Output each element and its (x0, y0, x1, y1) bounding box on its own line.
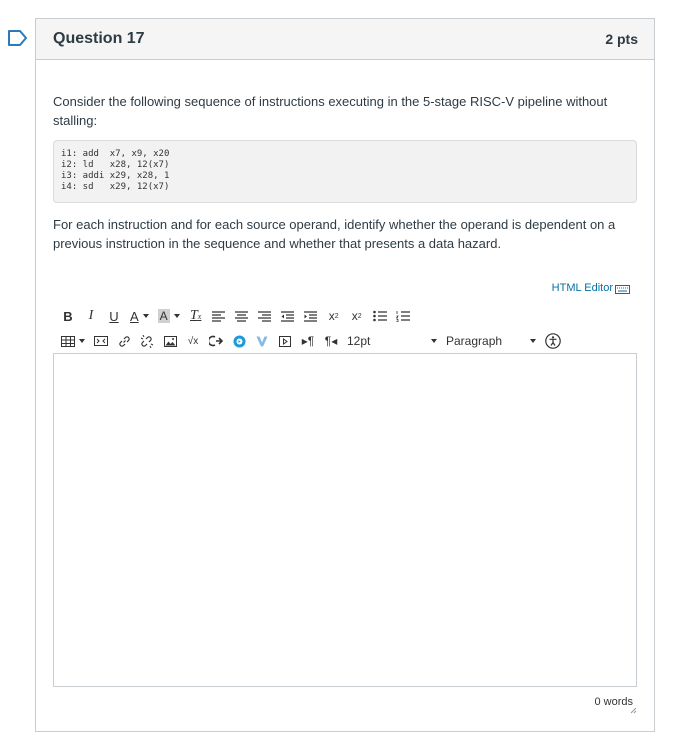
rtl-icon[interactable]: ¶◂ (324, 334, 338, 348)
font-size-value: 12pt (347, 334, 371, 348)
rich-text-editor[interactable] (53, 353, 637, 687)
text-color-icon[interactable]: A (130, 307, 149, 325)
bookmark-flag-icon[interactable] (7, 29, 29, 47)
keyboard-icon[interactable] (615, 283, 630, 294)
html-editor-link[interactable] (552, 282, 630, 294)
editor-toolbar-row-1 (61, 306, 419, 326)
link-icon[interactable] (117, 332, 131, 350)
bullet-list-icon[interactable] (373, 307, 387, 325)
clear-formatting-icon[interactable]: T x (190, 308, 202, 323)
question-header (36, 19, 654, 60)
word-count: 0 words (594, 696, 633, 708)
media-icon[interactable] (94, 332, 108, 350)
html-editor-label[interactable]: HTML Editor (551, 282, 613, 294)
table-icon[interactable] (61, 332, 85, 350)
outdent-icon[interactable] (281, 307, 295, 325)
code-line: i4: sd x29, 12(x7) (61, 182, 170, 192)
chevron-down-icon (431, 339, 437, 343)
numbered-list-icon[interactable] (396, 307, 410, 325)
question-points: 2 pts (605, 31, 638, 47)
bold-icon[interactable]: B (63, 308, 73, 324)
paragraph-select[interactable] (446, 332, 536, 350)
code-line: i2: ld x28, 12(x7) (61, 160, 170, 170)
code-line: i1: add x7, x9, x20 (61, 149, 170, 159)
unlink-icon[interactable] (140, 332, 154, 350)
resize-handle-icon[interactable] (629, 706, 637, 714)
question-card (35, 18, 655, 732)
italic-icon[interactable]: I (88, 308, 94, 323)
question-title: Question 17 (53, 30, 145, 47)
align-center-icon[interactable] (235, 307, 249, 325)
embed-icon[interactable] (209, 332, 223, 350)
question-prompt: Consider the following sequence of instructions executing in the 5-stage RISC-V pipeline without stalling: (53, 94, 608, 128)
external-tool-icon[interactable] (232, 332, 246, 350)
background-color-icon[interactable]: A (158, 307, 180, 325)
code-block (53, 140, 637, 203)
image-icon[interactable] (163, 332, 177, 350)
subscript-icon[interactable]: x 2 (351, 309, 362, 323)
ltr-icon[interactable]: ▸¶ (301, 334, 315, 348)
superscript-icon[interactable]: x 2 (328, 309, 339, 323)
underline-icon[interactable]: U (109, 308, 119, 324)
editor-toolbar-row-2 (61, 331, 635, 351)
align-right-icon[interactable] (258, 307, 272, 325)
code-line: i3: addi x29, x28, 1 (61, 171, 170, 181)
indent-icon[interactable] (304, 307, 318, 325)
accessibility-icon[interactable] (545, 332, 561, 350)
question-instructions: For each instruction and for each source operand, identify whether the operand is dependent on a previous instruction in the sequence and whether that presents a data hazard. (53, 217, 616, 251)
record-media-icon[interactable] (278, 332, 292, 350)
tool-v-icon[interactable] (255, 332, 269, 350)
chevron-down-icon (530, 339, 536, 343)
question-body (53, 59, 638, 731)
font-size-select[interactable] (347, 332, 437, 350)
paragraph-value: Paragraph (446, 334, 503, 348)
equation-icon[interactable]: √x (187, 335, 199, 347)
align-left-icon[interactable] (212, 307, 226, 325)
